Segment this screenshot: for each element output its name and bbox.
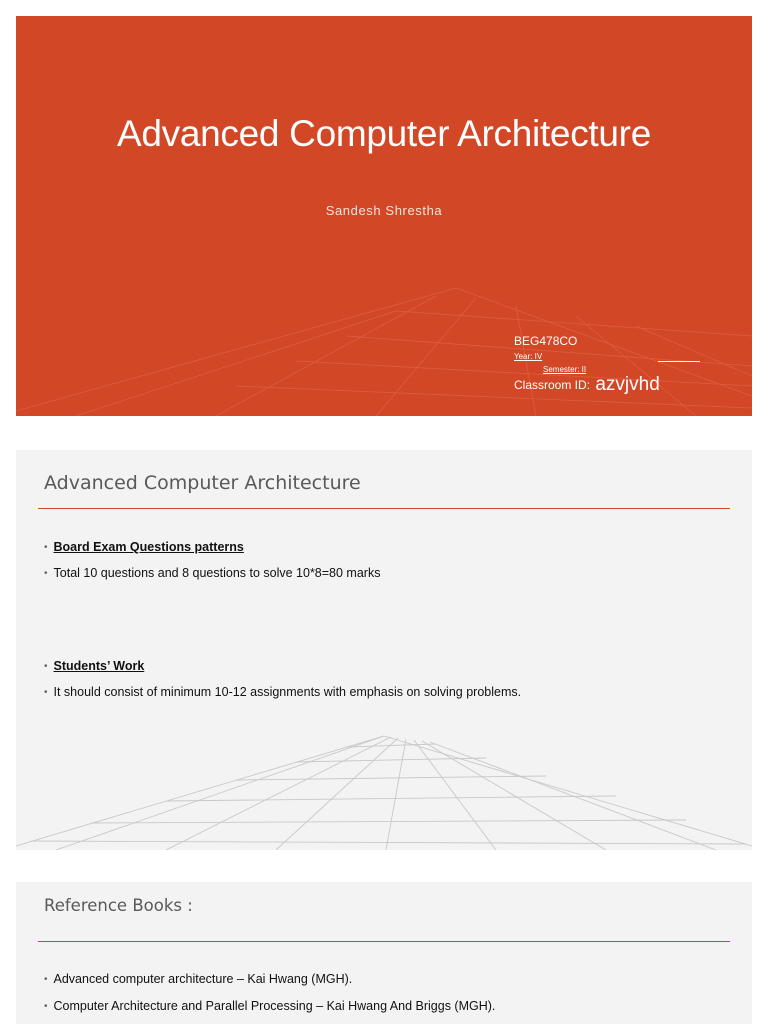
- bullet-icon: •: [44, 542, 48, 553]
- blank-line: [658, 361, 700, 362]
- year-label: Year: IV: [514, 352, 543, 361]
- course-info-slide: [16, 450, 752, 850]
- classroom-id-value: azvjvhd: [595, 374, 660, 395]
- presentation-title: Advanced Computer Architecture: [117, 112, 651, 154]
- perspective-grid-decoration: [16, 720, 752, 850]
- bullet-item: [44, 566, 380, 580]
- classroom-id-label: Classroom ID:: [514, 378, 591, 392]
- heading-divider: [38, 508, 730, 509]
- bullet-text: Advanced computer architecture – Kai Hwang (MGH).: [53, 972, 353, 986]
- heading-divider: [38, 941, 730, 942]
- bullet-text: Total 10 questions and 8 questions to solve 10*8=80 marks: [53, 566, 381, 580]
- classroom-id-line: [514, 374, 660, 396]
- reference-books-slide: [16, 882, 752, 1024]
- bullet-text: It should consist of minimum 10-12 assignments with emphasis on solving problems.: [53, 685, 522, 699]
- semester-label: Semester: II: [543, 365, 587, 374]
- bullet-item: [44, 685, 521, 699]
- title-slide: [16, 16, 752, 416]
- slide-heading: Advanced Computer Architecture: [44, 472, 361, 494]
- bullet-item: [44, 999, 495, 1013]
- bullet-text: Students’ Work: [53, 659, 145, 673]
- bullet-icon: •: [44, 1001, 48, 1012]
- bullet-text: Computer Architecture and Parallel Processing – Kai Hwang And Briggs (MGH).: [53, 999, 496, 1013]
- slide-heading: Reference Books :: [44, 896, 193, 915]
- author-name: Sandesh Shrestha: [325, 203, 443, 218]
- course-code: BEG478CO: [514, 334, 578, 348]
- bullet-icon: •: [44, 687, 48, 698]
- bullet-item: [44, 972, 352, 986]
- bullet-text: Board Exam Questions patterns: [53, 540, 244, 554]
- bullet-icon: •: [44, 568, 48, 579]
- bullet-item: [44, 540, 244, 554]
- bullet-icon: •: [44, 974, 48, 985]
- bullet-icon: •: [44, 661, 48, 672]
- bullet-item: [44, 659, 144, 673]
